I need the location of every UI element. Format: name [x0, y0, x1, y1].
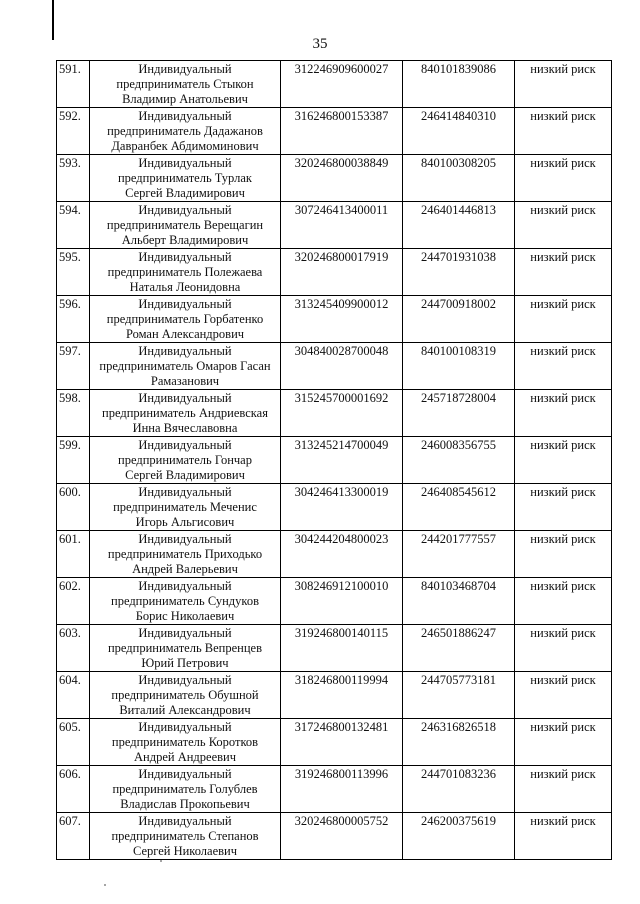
row-number: 593. [59, 156, 81, 170]
table-row [57, 484, 612, 531]
page-number: 35 [312, 36, 328, 52]
risk-category: низкий риск [530, 720, 596, 734]
entrepreneur-name: Индивидуальный предприниматель Турлак Сергей Владимирович [117, 156, 253, 200]
risk-category: низкий риск [530, 62, 596, 76]
table-row [57, 249, 612, 296]
entrepreneur-name: Индивидуальный предприниматель Полежаева Наталья Леонидовна [107, 250, 263, 294]
ogrnip-value: 316246800153387 [294, 109, 389, 123]
inn-value-cell [403, 437, 515, 484]
entrepreneur-name-cell [90, 249, 281, 296]
inn-value-cell [403, 202, 515, 249]
risk-category-cell [515, 813, 612, 860]
row-number-cell [57, 202, 90, 249]
entrepreneur-name: Индивидуальный предприниматель Горбатенко Роман Александрович [106, 297, 264, 341]
row-number-cell [57, 437, 90, 484]
inn-value: 246200375619 [421, 814, 496, 828]
entrepreneur-name-cell [90, 672, 281, 719]
ogrnip-value-cell [281, 719, 403, 766]
entrepreneur-name-cell [90, 108, 281, 155]
row-number-cell [57, 155, 90, 202]
entrepreneur-name: Индивидуальный предприниматель Степанов Сергей Николаевич [111, 814, 259, 858]
row-number: 594. [59, 203, 81, 217]
table-row [57, 437, 612, 484]
row-number-cell [57, 390, 90, 437]
row-number-cell [57, 531, 90, 578]
risk-category-cell [515, 390, 612, 437]
risk-category-cell [515, 155, 612, 202]
table-row [57, 766, 612, 813]
inn-value: 244705773181 [421, 673, 496, 687]
entrepreneur-name-cell [90, 61, 281, 108]
ogrnip-value: 319246800140115 [294, 626, 389, 640]
ogrnip-value: 318246800119994 [294, 673, 389, 687]
ogrnip-value: 320246800017919 [294, 250, 389, 264]
inn-value-cell [403, 108, 515, 155]
risk-category: низкий риск [530, 767, 596, 781]
row-number-cell [57, 719, 90, 766]
row-number: 603. [59, 626, 81, 640]
ogrnip-value: 317246800132481 [294, 720, 389, 734]
entrepreneur-name-cell [90, 437, 281, 484]
risk-category-cell [515, 343, 612, 390]
inn-value: 246501886247 [421, 626, 496, 640]
row-number: 606. [59, 767, 81, 781]
risk-category-cell [515, 202, 612, 249]
ogrnip-value-cell [281, 437, 403, 484]
row-number: 601. [59, 532, 81, 546]
inn-value: 246414840310 [421, 109, 496, 123]
inn-value-cell [403, 343, 515, 390]
ogrnip-value-cell [281, 249, 403, 296]
risk-category-cell [515, 61, 612, 108]
risk-category-cell [515, 296, 612, 343]
table-row [57, 813, 612, 860]
row-number-cell [57, 578, 90, 625]
row-number: 596. [59, 297, 81, 311]
inn-value: 245718728004 [421, 391, 496, 405]
row-number: 598. [59, 391, 81, 405]
entrepreneur-name: Индивидуальный предприниматель Вепренцев Юрий Петрович [107, 626, 263, 670]
row-number: 591. [59, 62, 81, 76]
row-number-cell [57, 296, 90, 343]
ogrnip-value-cell [281, 61, 403, 108]
risk-category: низкий риск [530, 626, 596, 640]
row-number-cell [57, 672, 90, 719]
inn-value: 840101839086 [421, 62, 496, 76]
entrepreneur-name-cell [90, 155, 281, 202]
table-row [57, 390, 612, 437]
row-number: 604. [59, 673, 81, 687]
ogrnip-value: 307246413400011 [294, 203, 389, 217]
ogrnip-value: 304244204800023 [294, 532, 389, 546]
risk-category: низкий риск [530, 579, 596, 593]
ogrnip-value-cell [281, 390, 403, 437]
entrepreneur-name: Индивидуальный предприниматель Обушной Виталий Александрович [111, 673, 259, 717]
ogrnip-value: 308246912100010 [294, 579, 389, 593]
entrepreneur-name: Индивидуальный предприниматель Меченис Игорь Альгисович [113, 485, 257, 529]
risk-category: низкий риск [530, 297, 596, 311]
entrepreneur-name: Индивидуальный предприниматель Андриевская Инна Вячеславовна [102, 391, 268, 435]
ogrnip-value-cell [281, 484, 403, 531]
registry-table [56, 60, 612, 860]
table-row [57, 108, 612, 155]
entrepreneur-name: Индивидуальный предприниматель Гончар Сергей Владимирович [118, 438, 252, 482]
row-number-cell [57, 766, 90, 813]
inn-value-cell [403, 249, 515, 296]
ogrnip-value-cell [281, 578, 403, 625]
inn-value-cell [403, 625, 515, 672]
inn-value-cell [403, 390, 515, 437]
entrepreneur-name: Индивидуальный предприниматель Приходько Андрей Валерьевич [107, 532, 263, 576]
table-row [57, 625, 612, 672]
ogrnip-value-cell [281, 625, 403, 672]
ogrnip-value: 313245409900012 [294, 297, 389, 311]
ogrnip-value: 320246800005752 [294, 814, 389, 828]
entrepreneur-name-cell [90, 719, 281, 766]
inn-value: 840100108319 [421, 344, 496, 358]
inn-value: 840103468704 [421, 579, 496, 593]
inn-value: 244701083236 [421, 767, 496, 781]
inn-value-cell [403, 578, 515, 625]
row-number-cell [57, 484, 90, 531]
risk-category: низкий риск [530, 438, 596, 452]
table-row [57, 202, 612, 249]
row-number: 595. [59, 250, 81, 264]
inn-value: 840100308205 [421, 156, 496, 170]
inn-value: 244201777557 [421, 532, 496, 546]
entrepreneur-name-cell [90, 296, 281, 343]
row-number: 607. [59, 814, 81, 828]
ogrnip-value: 304840028700048 [294, 344, 389, 358]
table-row [57, 578, 612, 625]
table-row [57, 343, 612, 390]
table-row [57, 61, 612, 108]
table-row [57, 672, 612, 719]
scan-speck [104, 884, 106, 886]
ogrnip-value: 313245214700049 [294, 438, 389, 452]
entrepreneur-name: Индивидуальный предприниматель Стыкон Владимир Анатольевич [116, 62, 254, 106]
row-number-cell [57, 249, 90, 296]
risk-category-cell [515, 484, 612, 531]
inn-value: 246408545612 [421, 485, 496, 499]
ogrnip-value-cell [281, 296, 403, 343]
entrepreneur-name-cell [90, 625, 281, 672]
inn-value-cell [403, 296, 515, 343]
inn-value-cell [403, 61, 515, 108]
risk-category-cell [515, 719, 612, 766]
ogrnip-value-cell [281, 108, 403, 155]
table-row [57, 531, 612, 578]
inn-value-cell [403, 672, 515, 719]
ogrnip-value-cell [281, 672, 403, 719]
inn-value: 246401446813 [421, 203, 496, 217]
risk-category: низкий риск [530, 814, 596, 828]
risk-category: низкий риск [530, 203, 596, 217]
entrepreneur-name-cell [90, 578, 281, 625]
risk-category-cell [515, 672, 612, 719]
row-number-cell [57, 343, 90, 390]
risk-category-cell [515, 249, 612, 296]
inn-value-cell [403, 155, 515, 202]
ogrnip-value-cell [281, 813, 403, 860]
inn-value-cell [403, 766, 515, 813]
scan-speck [160, 860, 162, 862]
risk-category-cell [515, 625, 612, 672]
entrepreneur-name-cell [90, 531, 281, 578]
ogrnip-value: 304246413300019 [294, 485, 389, 499]
entrepreneur-name-cell [90, 202, 281, 249]
risk-category: низкий риск [530, 532, 596, 546]
row-number: 605. [59, 720, 81, 734]
entrepreneur-name: Индивидуальный предприниматель Верещагин Альберт Владимирович [106, 203, 264, 247]
entrepreneur-name: Индивидуальный предприниматель Омаров Гасан Рамазанович [99, 344, 271, 388]
entrepreneur-name: Индивидуальный предприниматель Коротков Андрей Андреевич [111, 720, 259, 764]
table-row [57, 155, 612, 202]
inn-value-cell [403, 813, 515, 860]
risk-category: низкий риск [530, 250, 596, 264]
entrepreneur-name: Индивидуальный предприниматель Сундуков Борис Николаевич [111, 579, 259, 623]
risk-category: низкий риск [530, 391, 596, 405]
risk-category: низкий риск [530, 485, 596, 499]
scan-edge-mark [52, 0, 54, 40]
ogrnip-value-cell [281, 766, 403, 813]
ogrnip-value: 312246909600027 [294, 62, 389, 76]
risk-category-cell [515, 108, 612, 155]
inn-value: 244700918002 [421, 297, 496, 311]
inn-value-cell [403, 719, 515, 766]
row-number: 597. [59, 344, 81, 358]
entrepreneur-name-cell [90, 343, 281, 390]
ogrnip-value: 319246800113996 [294, 767, 389, 781]
inn-value: 246008356755 [421, 438, 496, 452]
risk-category: низкий риск [530, 344, 596, 358]
ogrnip-value-cell [281, 202, 403, 249]
entrepreneur-name-cell [90, 813, 281, 860]
ogrnip-value-cell [281, 531, 403, 578]
row-number-cell [57, 625, 90, 672]
table-row [57, 296, 612, 343]
ogrnip-value-cell [281, 155, 403, 202]
ogrnip-value-cell [281, 343, 403, 390]
entrepreneur-name-cell [90, 766, 281, 813]
entrepreneur-name: Индивидуальный предприниматель Голублев Владислав Прокопьевич [112, 767, 258, 811]
ogrnip-value: 320246800038849 [294, 156, 389, 170]
table-row [57, 719, 612, 766]
row-number: 599. [59, 438, 81, 452]
risk-category-cell [515, 578, 612, 625]
registry-table-body [57, 61, 612, 860]
risk-category: низкий риск [530, 673, 596, 687]
row-number: 600. [59, 485, 81, 499]
risk-category-cell [515, 437, 612, 484]
inn-value-cell [403, 484, 515, 531]
inn-value: 246316826518 [421, 720, 496, 734]
risk-category: низкий риск [530, 156, 596, 170]
entrepreneur-name-cell [90, 484, 281, 531]
ogrnip-value: 315245700001692 [294, 391, 389, 405]
risk-category: низкий риск [530, 109, 596, 123]
row-number: 592. [59, 109, 81, 123]
row-number: 602. [59, 579, 81, 593]
risk-category-cell [515, 766, 612, 813]
inn-value-cell [403, 531, 515, 578]
entrepreneur-name: Индивидуальный предприниматель Дадажанов Давранбек Абдимоминович [107, 109, 263, 153]
entrepreneur-name-cell [90, 390, 281, 437]
row-number-cell [57, 61, 90, 108]
row-number-cell [57, 813, 90, 860]
inn-value: 244701931038 [421, 250, 496, 264]
row-number-cell [57, 108, 90, 155]
risk-category-cell [515, 531, 612, 578]
